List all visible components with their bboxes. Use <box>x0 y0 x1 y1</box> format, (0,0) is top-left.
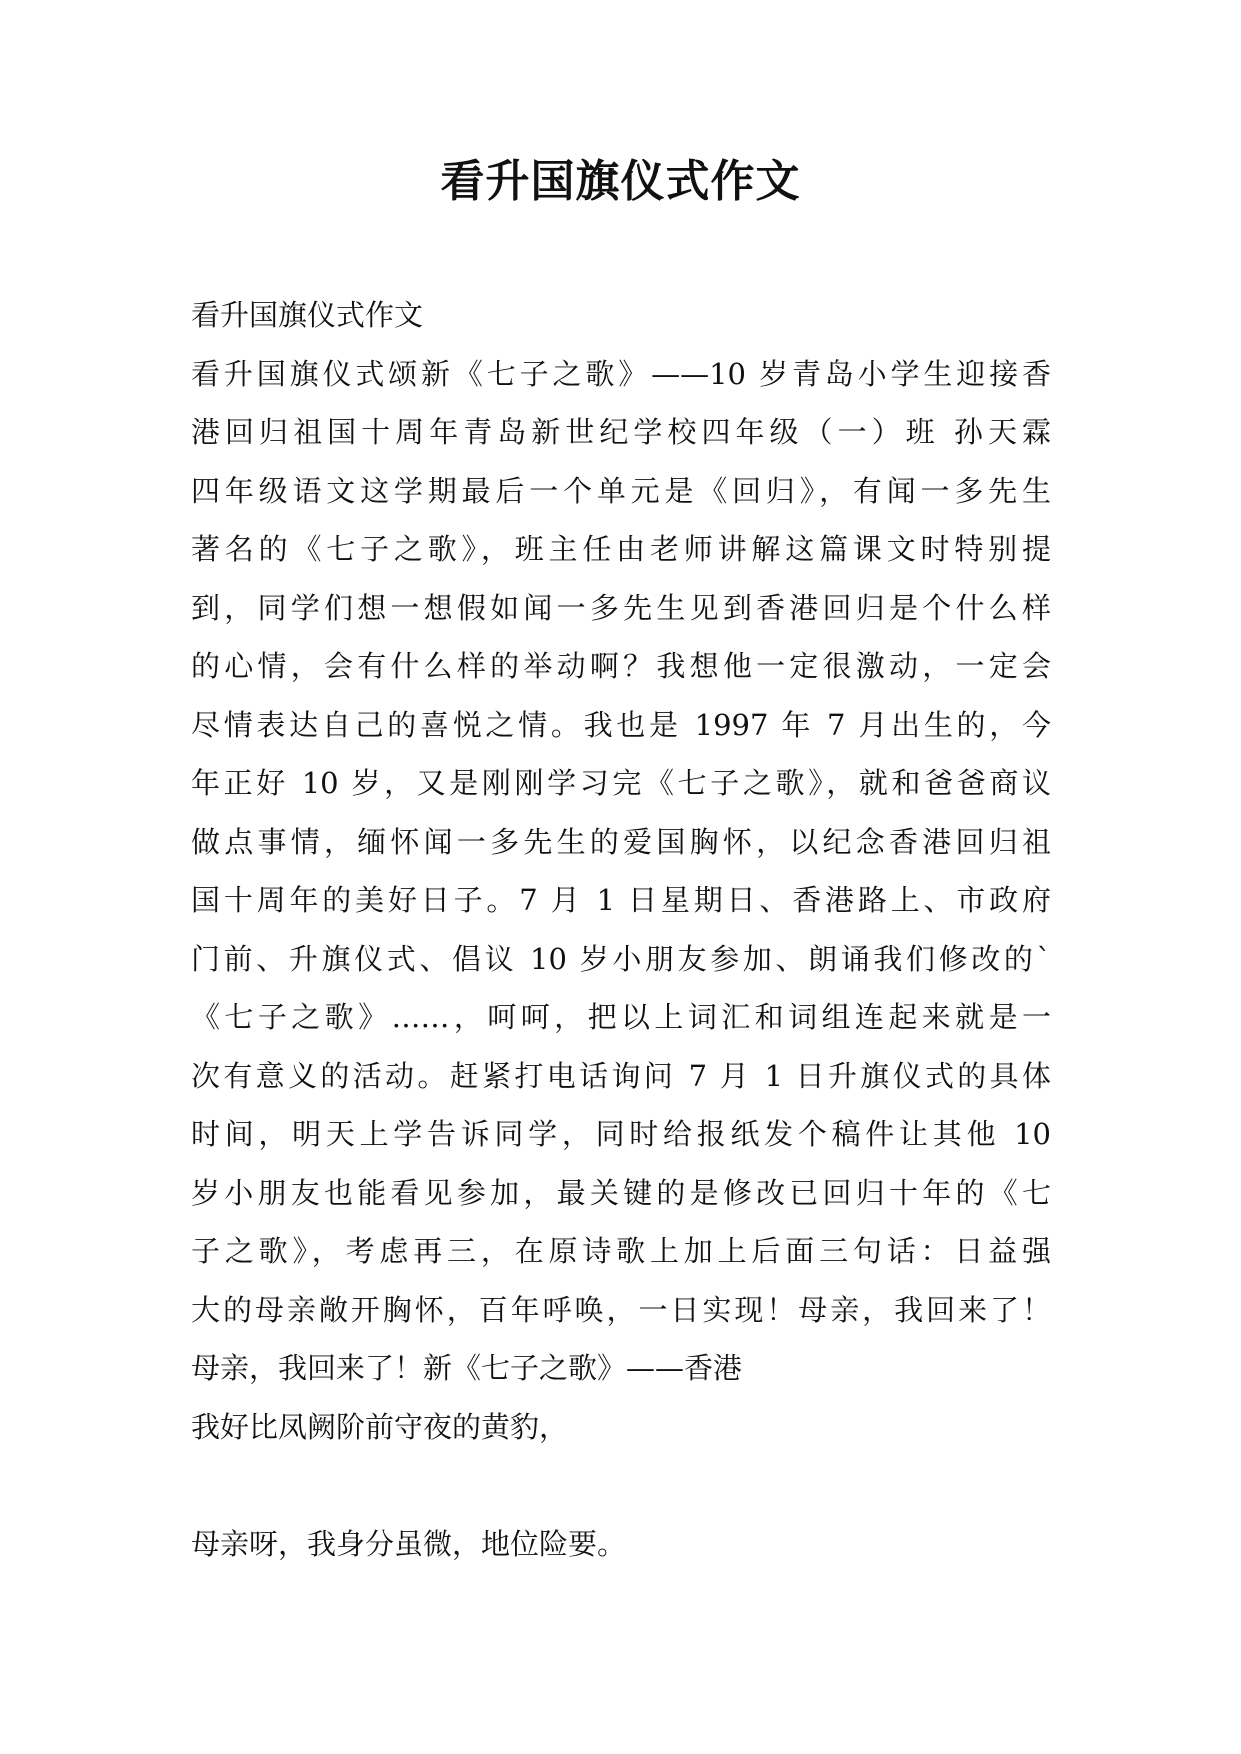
body-line: 尽情表达自己的喜悦之情。我也是 1997 年 7 月出生的，今 <box>191 707 1051 742</box>
document-body <box>191 286 1051 1573</box>
body-line: 国十周年的美好日子。7 月 1 日星期日、香港路上、市政府 <box>191 883 1051 917</box>
body-line: 大的母亲敞开胸怀，百年呼唤，一日实现！母亲，我回来了！ <box>191 1292 1051 1327</box>
body-line: 到，同学们想一想假如闻一多先生见到香港回归是个什么样 <box>191 590 1051 625</box>
body-line: 港回归祖国十周年青岛新世纪学校四年级（一）班 孙天霖 <box>191 415 1051 449</box>
body-line: 看升国旗仪式作文 <box>191 298 424 332</box>
body-line: 岁小朋友也能看见参加，最关键的是修改已回归十年的《七 <box>191 1175 1051 1210</box>
body-line: 四年级语文这学期最后一个单元是《回归》，有闻一多先生 <box>191 473 1051 508</box>
body-line: 门前、升旗仪式、倡议 10 岁小朋友参加、朗诵我们修改的` <box>191 941 1051 976</box>
blank-line <box>191 1456 1051 1515</box>
body-line: 的心情，会有什么样的举动啊？我想他一定很激动，一定会 <box>191 649 1051 683</box>
body-line: 著名的《七子之歌》，班主任由老师讲解这篇课文时特别提 <box>191 532 1051 566</box>
body-line: 子之歌》，考虑再三，在原诗歌上加上后面三句话：日益强 <box>191 1234 1051 1268</box>
body-line: 母亲，我回来了！新《七子之歌》——香港 <box>191 1351 743 1385</box>
document-title: 看升国旗仪式作文 <box>440 156 801 207</box>
body-line: 次有意义的活动。赶紧打电话询问 7 月 1 日升旗仪式的具体 <box>191 1058 1051 1093</box>
body-line: 看升国旗仪式颂新《七子之歌》——10 岁青岛小学生迎接香 <box>191 356 1051 391</box>
body-line: 时间，明天上学告诉同学，同时给报纸发个稿件让其他 10 <box>191 1117 1051 1151</box>
body-line: 母亲呀，我身分虽微，地位险要。 <box>191 1526 627 1561</box>
body-line: 《七子之歌》……，呵呵，把以上词汇和词组连起来就是一 <box>191 1000 1051 1034</box>
body-line: 我好比凤阙阶前守夜的黄豹， <box>191 1409 569 1444</box>
body-line: 年正好 10 岁，又是刚刚学习完《七子之歌》，就和爸爸商议 <box>191 766 1051 800</box>
body-line: 做点事情，缅怀闻一多先生的爱国胸怀，以纪念香港回归祖 <box>191 824 1051 859</box>
